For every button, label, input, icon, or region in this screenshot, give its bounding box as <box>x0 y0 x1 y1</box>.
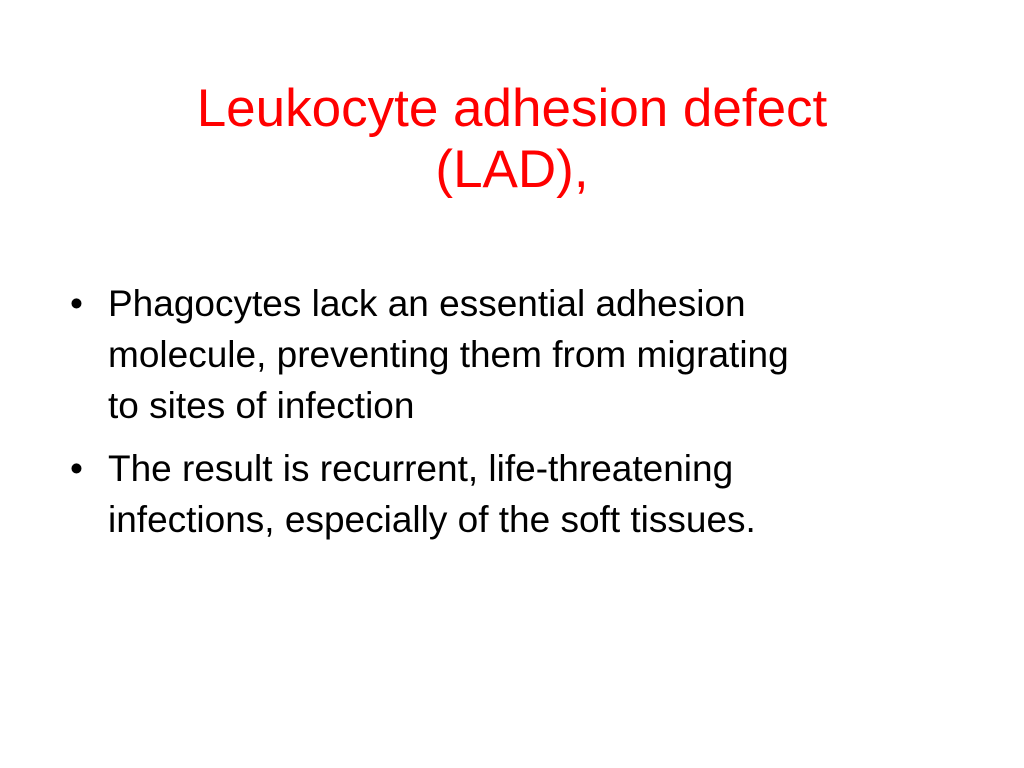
bullet-text-line: The result is recurrent, life-threatening <box>108 448 734 489</box>
bullet-list <box>70 278 970 557</box>
bullet-item-result <box>70 443 970 545</box>
bullet-text-line: infections, especially of the soft tissues. <box>108 499 756 540</box>
bullet-text-line: to sites of infection <box>108 385 415 426</box>
bullet-item-phagocytes <box>70 278 970 431</box>
bullet-dot-icon: • <box>70 448 83 489</box>
slide-title <box>60 78 964 200</box>
bullet-dot-icon: • <box>70 283 83 324</box>
title-line: Leukocyte adhesion defect <box>196 79 828 138</box>
title-line: (LAD), <box>435 140 589 199</box>
bullet-text-line: Phagocytes lack an essential adhesion <box>108 283 746 324</box>
bullet-text-line: molecule, preventing them from migrating <box>108 334 789 375</box>
